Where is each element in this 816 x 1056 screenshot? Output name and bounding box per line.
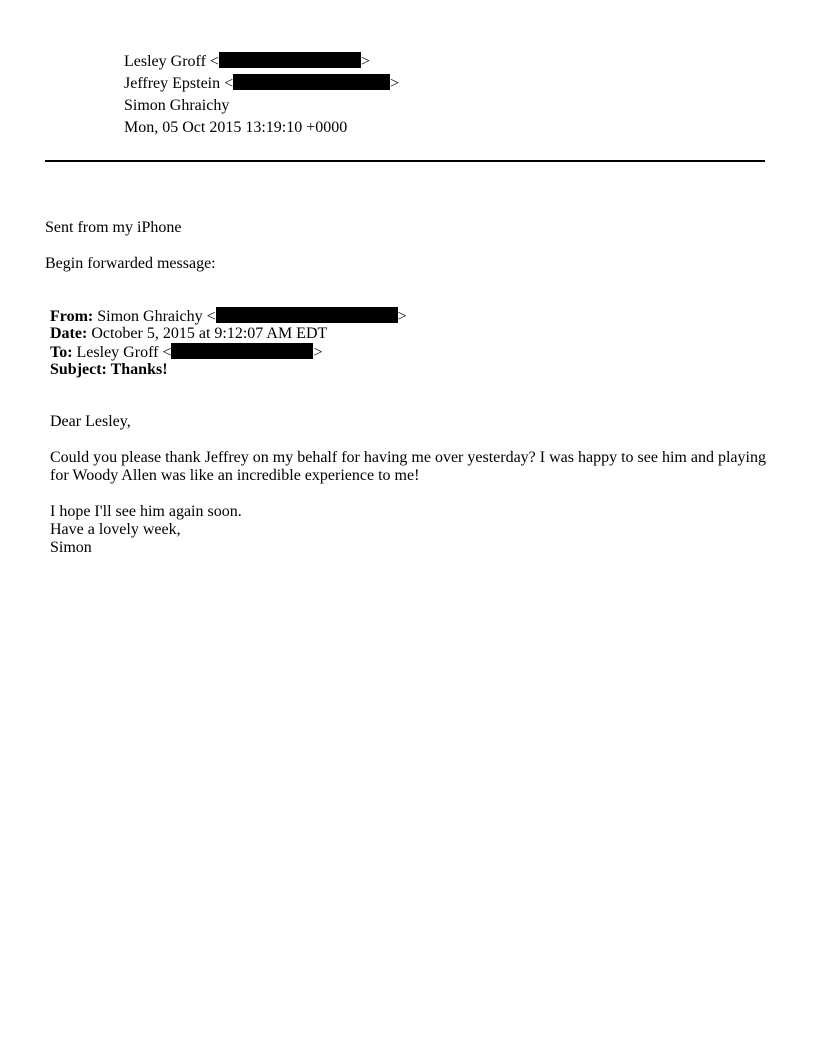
header-to-value: Jeffrey Epstein < > [124, 75, 400, 92]
header-divider [45, 160, 765, 162]
redaction-box [216, 307, 398, 323]
begin-forwarded-line: Begin forwarded message: [45, 255, 216, 272]
paragraph-line-1: Could you please thank Jeffrey on my behalf for having me over yesterday? I was happy to see him and playing [50, 449, 766, 466]
fwd-to-label: To: [50, 344, 73, 361]
fwd-from-row: From: Simon Ghraichy < > [50, 308, 407, 325]
fwd-from-label: From: [50, 308, 94, 325]
fwd-date-row [50, 325, 327, 343]
signature: Simon [50, 539, 92, 556]
closing-line-1: I hope I'll see him again soon. [50, 503, 242, 520]
fwd-subject-value: Thanks! [110, 361, 168, 378]
header-from-value: Lesley Groff < > [124, 53, 370, 70]
greeting: Dear Lesley, [50, 413, 131, 430]
redaction-box [171, 343, 313, 359]
fwd-subject-row [50, 361, 168, 379]
fwd-to-row: To: Lesley Groff < > [50, 344, 323, 361]
redaction-box [233, 74, 390, 90]
fwd-to-name: Lesley Groff [76, 344, 159, 361]
header-to-name: Jeffrey Epstein [124, 75, 221, 92]
header-date-value: Mon, 05 Oct 2015 13:19:10 +0000 [124, 119, 348, 136]
paragraph-line-2: for Woody Allen was like an incredible experience to me! [50, 467, 420, 484]
closing-line-2: Have a lovely week, [50, 521, 181, 538]
fwd-date-value: October 5, 2015 at 9:12:07 AM EDT [91, 325, 328, 342]
header-subject-value: Simon Ghraichy [124, 97, 230, 114]
fwd-from-name: Simon Ghraichy [97, 308, 203, 325]
fwd-date-label: Date: [50, 325, 88, 342]
fwd-subject-label: Subject: [50, 361, 107, 378]
redaction-box [219, 52, 361, 68]
sent-from-line: Sent from my iPhone [45, 219, 182, 236]
header-from-name: Lesley Groff [124, 53, 206, 70]
